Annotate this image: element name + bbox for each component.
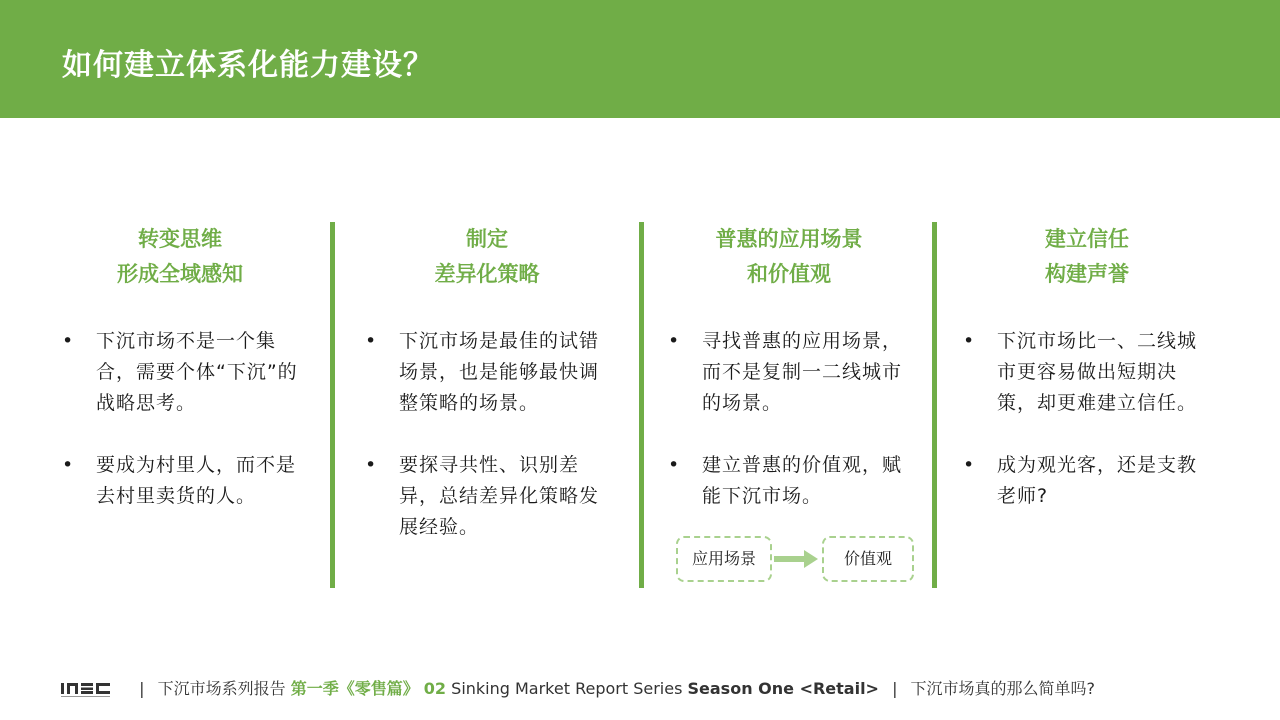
flow-box-scenario: 应用场景	[676, 536, 772, 582]
list-item: • 下沉市场比一、二线城市更容易做出短期决策，却更难建立信任。	[963, 330, 1198, 414]
column-heading: 普惠的应用场景 和价值观	[715, 227, 863, 286]
footer-number: 02	[423, 679, 447, 698]
footer-series-cn: 下沉市场系列报告	[157, 679, 286, 698]
bullet-list	[668, 326, 918, 543]
flow-diagram	[646, 536, 916, 582]
column-heading: 转变思维 形成全域感知	[117, 227, 243, 286]
flow-box-values: 价值观	[822, 536, 914, 582]
footer-series-en: Sinking Market Report Series	[451, 679, 683, 698]
list-item: • 要成为村里人，而不是去村里卖货的人。	[62, 454, 297, 507]
column-heading: 制定 差异化策略	[434, 227, 540, 286]
column-strategy	[335, 222, 639, 588]
list-item: • 寻找普惠的应用场景，而不是复制一二线城市的场景。	[668, 330, 903, 414]
list-item: • 下沉市场是最佳的试错场景，也是能够最快调整策略的场景。	[365, 330, 600, 414]
inec-logo-icon	[60, 680, 116, 700]
list-item: • 成为观光客，还是支教老师?	[963, 454, 1198, 507]
bullet-list	[62, 326, 312, 543]
column-trust	[937, 222, 1237, 588]
list-item: • 下沉市场不是一个集合，需要个体“下沉”的战略思考。	[62, 330, 298, 414]
footer: | 下沉市场系列报告 第一季《零售篇》 02 Sinking Market Report Series Season One <Retail> | 下沉市场真的那么简单吗?	[60, 676, 1240, 702]
column-scenario	[644, 222, 934, 588]
column-mindset	[30, 222, 330, 588]
footer-season-cn: 第一季《零售篇》	[290, 679, 419, 698]
page-title: 如何建立体系化能力建设？	[62, 48, 434, 83]
list-item: • 要探寻共性、识别差异，总结差异化策略发展经验。	[365, 454, 600, 538]
column-heading: 建立信任 构建声誉	[1045, 227, 1129, 286]
footer-season-en: Season One <Retail>	[687, 679, 879, 698]
header-bar	[0, 0, 1280, 118]
bullet-list	[963, 326, 1215, 543]
footer-topic: 下沉市场真的那么简单吗?	[910, 679, 1096, 698]
columns	[30, 222, 1250, 588]
list-item: • 建立普惠的价值观，赋能下沉市场。	[668, 454, 903, 507]
arrow-right-icon	[774, 550, 818, 568]
bullet-list	[365, 326, 615, 574]
